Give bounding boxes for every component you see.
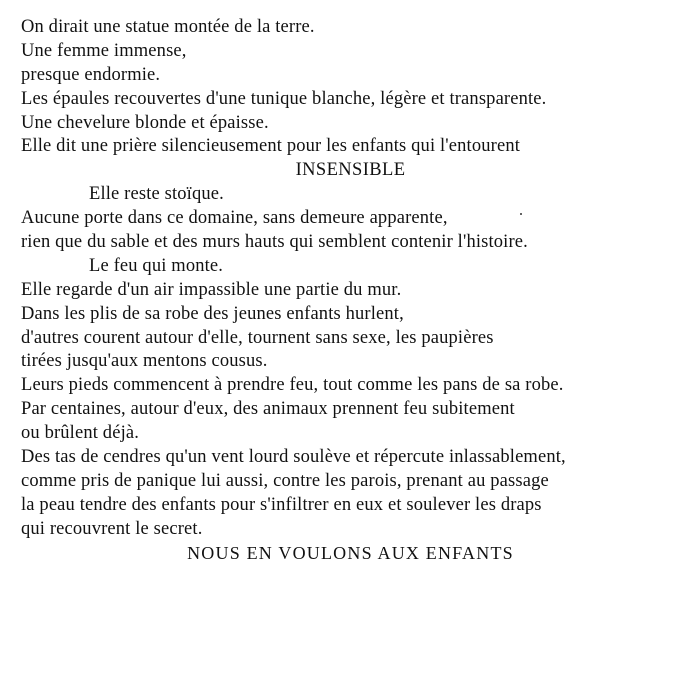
poem-line: ou brûlent déjà. — [21, 423, 139, 444]
poem-line: comme pris de panique lui aussi, contre les parois, prenant au passage — [21, 470, 549, 491]
poem-line-indented: Elle reste stoïque. — [89, 184, 224, 205]
poem-line: tirées jusqu'aux mentons cousus. — [21, 351, 268, 372]
poem-text — [21, 16, 680, 565]
poem-closing-heading: NOUS EN VOULONS AUX ENFANTS — [187, 542, 514, 563]
poem-line: Elle regarde d'un air impassible une partie du mur. — [21, 279, 402, 300]
poem-line: Par centaines, autour d'eux, des animaux prennent feu subitement — [21, 399, 515, 420]
poem-line: Aucune porte dans ce domaine, sans demeure apparente, — [21, 208, 448, 229]
poem-line: d'autres courent autour d'elle, tournent sans sexe, les paupières — [21, 327, 494, 348]
poem-line: Une femme immense, — [21, 40, 187, 61]
poem-line: Elle dit une prière silencieusement pour les enfants qui l'entourent — [21, 136, 521, 157]
poem-line: Dans les plis de sa robe des jeunes enfants hurlent, — [21, 303, 404, 324]
poem-line: presque endormie. — [21, 64, 161, 85]
poem-line-indented: Le feu qui monte. — [89, 255, 224, 276]
poem-line: On dirait une statue montée de la terre. — [21, 17, 315, 37]
poem-line: Leurs pieds commencent à prendre feu, tout comme les pans de sa robe. — [21, 375, 564, 396]
poem-line: Les épaules recouvertes d'une tunique blanche, légère et transparente. — [21, 88, 547, 109]
poem-line: qui recouvrent le secret. — [21, 518, 203, 539]
poem-line: Une chevelure blonde et épaisse. — [21, 112, 269, 133]
poem-line: la peau tendre des enfants pour s'infiltrer en eux et soulever les draps — [21, 494, 542, 515]
scan-speck — [520, 213, 522, 215]
poem-line: Des tas de cendres qu'un vent lourd soulève et répercute inlassablement, — [21, 447, 566, 468]
poem-line: rien que du sable et des murs hauts qui semblent contenir l'histoire. — [21, 232, 528, 253]
poem-heading-insensible: INSENSIBLE — [295, 160, 406, 181]
